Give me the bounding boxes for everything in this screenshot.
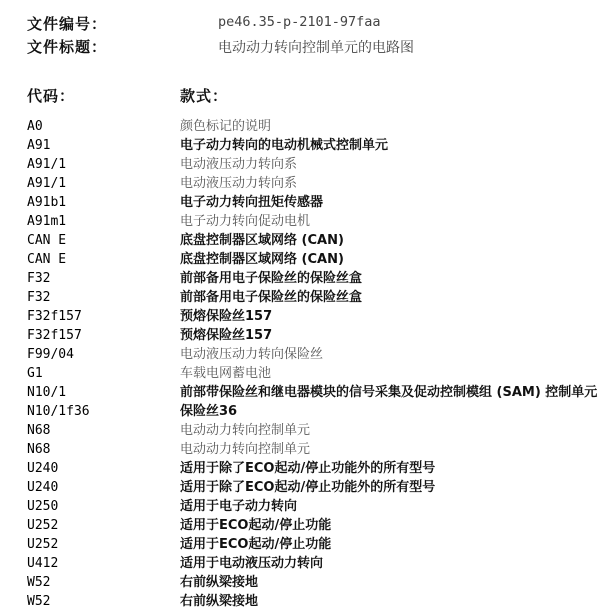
component-code: A91/1: [27, 157, 67, 172]
component-code: F32: [27, 290, 51, 305]
doc-number-value: pe46.35-p-2101-97faa: [218, 14, 381, 30]
component-description: 适用于电子动力转向: [180, 499, 298, 514]
component-code: A0: [27, 119, 43, 134]
table-row: [0, 440, 610, 459]
component-description: 电动液压动力转向保险丝: [180, 347, 324, 362]
component-code: F32: [27, 271, 51, 286]
component-description: 适用于除了ECO起动/停止功能外的所有型号: [180, 461, 436, 476]
component-code: U240: [27, 480, 59, 495]
table-row: [0, 554, 610, 573]
component-code: U412: [27, 556, 59, 571]
table-row: [0, 212, 610, 231]
doc-number-label: 文件编号：: [27, 15, 108, 33]
component-code: F32f157: [27, 328, 82, 343]
doc-title-label: 文件标题：: [27, 38, 108, 56]
table-row: [0, 459, 610, 478]
component-description: 电子动力转向促动电机: [180, 214, 311, 229]
table-row: [0, 231, 610, 250]
table-row: [0, 250, 610, 269]
table-row: [0, 421, 610, 440]
component-code: N68: [27, 442, 51, 457]
component-code: W52: [27, 575, 51, 590]
component-description: 底盘控制器区域网络 (CAN): [180, 252, 344, 267]
table-row: [0, 383, 610, 402]
component-description: 预熔保险丝157: [180, 309, 273, 324]
table-row: [0, 535, 610, 554]
table-row: [0, 478, 610, 497]
component-list: [0, 117, 610, 611]
component-description: 右前纵梁接地: [180, 594, 259, 609]
table-row: [0, 288, 610, 307]
component-code: CAN E: [27, 233, 67, 248]
table-row: [0, 155, 610, 174]
doc-title-value: 电动动力转向控制单元的电路图: [218, 40, 414, 56]
component-description: 预熔保险丝157: [180, 328, 273, 343]
component-description: 适用于ECO起动/停止功能: [180, 518, 332, 533]
component-code: F99/04: [27, 347, 74, 362]
component-code: CAN E: [27, 252, 67, 267]
component-description: 电子动力转向扭矩传感器: [180, 195, 324, 210]
table-row: [0, 364, 610, 383]
component-code: N10/1: [27, 385, 67, 400]
component-description: 车载电网蓄电池: [180, 366, 272, 381]
table-row: [0, 117, 610, 136]
component-code: N10/1f36: [27, 404, 90, 419]
component-code: A91: [27, 138, 51, 153]
column-header-code: 代码：: [27, 87, 76, 105]
component-code: N68: [27, 423, 51, 438]
component-description: 电动动力转向控制单元: [180, 442, 311, 457]
component-description: 右前纵梁接地: [180, 575, 259, 590]
component-description: 前部备用电子保险丝的保险丝盒: [180, 271, 363, 286]
component-description: 适用于除了ECO起动/停止功能外的所有型号: [180, 480, 436, 495]
component-code: U252: [27, 537, 59, 552]
component-description: 电动液压动力转向系: [180, 176, 298, 191]
table-row: [0, 592, 610, 611]
table-row: [0, 345, 610, 364]
component-code: W52: [27, 594, 51, 609]
table-row: [0, 326, 610, 345]
component-description: 保险丝36: [180, 404, 238, 419]
table-row: [0, 307, 610, 326]
component-description: 颜色标记的说明: [180, 119, 272, 134]
component-description: 前部带保险丝和继电器模块的信号采集及促动控制模组 (SAM) 控制单元: [180, 385, 598, 400]
component-description: 电动液压动力转向系: [180, 157, 298, 172]
table-row: [0, 402, 610, 421]
component-description: 电子动力转向的电动机械式控制单元: [180, 138, 389, 153]
component-description: 适用于电动液压动力转向: [180, 556, 324, 571]
component-description: 前部备用电子保险丝的保险丝盒: [180, 290, 363, 305]
component-code: A91b1: [27, 195, 67, 210]
table-row: [0, 573, 610, 592]
component-code: U250: [27, 499, 59, 514]
component-description: 适用于ECO起动/停止功能: [180, 537, 332, 552]
component-code: A91m1: [27, 214, 67, 229]
component-description: 电动动力转向控制单元: [180, 423, 311, 438]
component-code: F32f157: [27, 309, 82, 324]
component-code: U252: [27, 518, 59, 533]
table-row: [0, 269, 610, 288]
component-code: U240: [27, 461, 59, 476]
column-header-model: 款式：: [180, 87, 229, 105]
component-code: A91/1: [27, 176, 67, 191]
table-row: [0, 193, 610, 212]
table-row: [0, 497, 610, 516]
component-code: G1: [27, 366, 43, 381]
component-description: 底盘控制器区域网络 (CAN): [180, 233, 344, 248]
table-row: [0, 136, 610, 155]
table-row: [0, 174, 610, 193]
table-row: [0, 516, 610, 535]
